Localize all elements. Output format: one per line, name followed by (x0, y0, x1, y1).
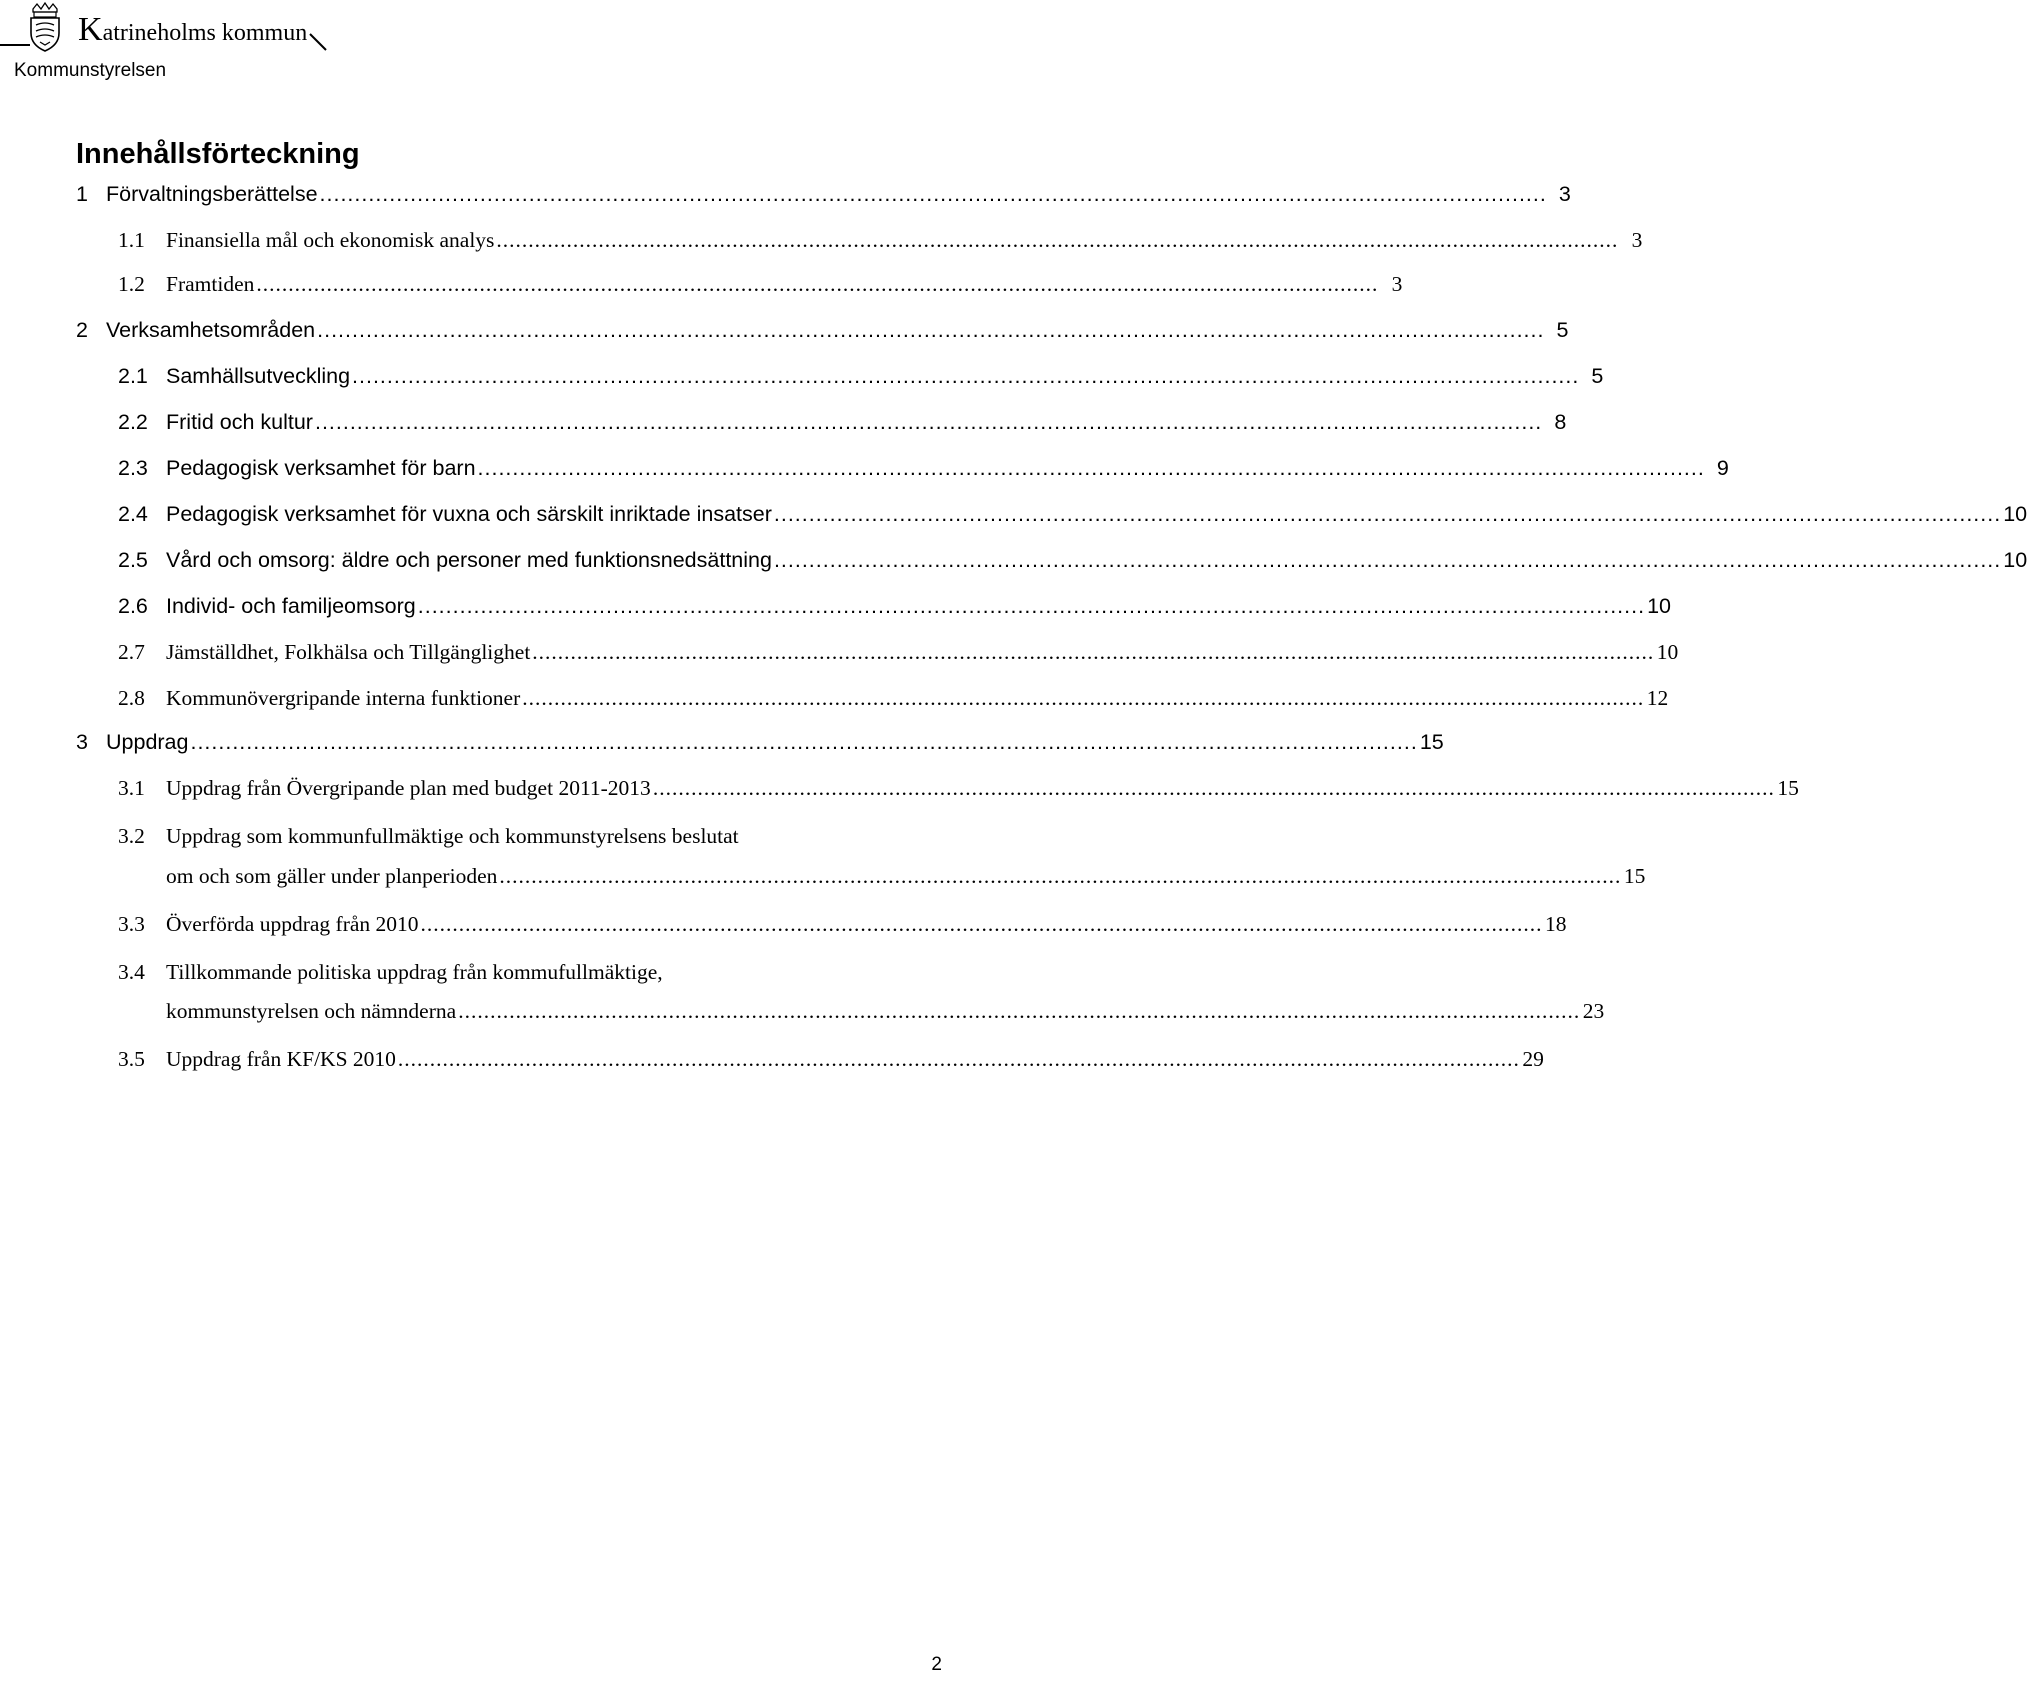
toc-entry-page: 10 (2003, 548, 2027, 572)
toc-entry-number: 2.5 (118, 548, 148, 572)
toc-entry-title: Kommunövergripande interna funktioner (166, 686, 521, 710)
toc-entry-page: 15 (1623, 864, 1646, 888)
toc-entry-3-1[interactable] (0, 774, 1799, 802)
toc-entry-number: 3.3 (118, 912, 145, 936)
toc-entry-title: Finansiella mål och ekonomisk analys (166, 228, 495, 252)
toc-entry-title: Verksamhetsområden (106, 318, 316, 342)
toc-entry-number: 2 (76, 318, 88, 342)
toc-entry-3-4-cont[interactable] (0, 997, 1605, 1025)
toc-entry-page: 3 (1631, 228, 1643, 252)
department-name: Kommunstyrelsen (14, 60, 167, 81)
toc-leader-dots: ................................................................................................................................................................................ (352, 364, 1580, 388)
toc-entry-3-4[interactable] (0, 958, 960, 986)
toc-entry-page: 5 (1591, 364, 1604, 388)
toc-entry-2-1[interactable] (0, 362, 1604, 390)
toc-entry-line (166, 270, 1403, 298)
toc-entry-number: 1.1 (118, 228, 145, 252)
toc-entry-3-3[interactable] (0, 910, 1567, 938)
toc-leader-dots: ................................................................................................................................................................................ (420, 912, 1543, 936)
toc-entry-page: 10 (1647, 594, 1671, 618)
toc-leader-dots: ................................................................................................................................................................................ (652, 776, 1775, 800)
header-slash-decoration (308, 30, 330, 52)
toc-entry-line (106, 728, 1444, 756)
toc-entry-number: 2.2 (118, 410, 148, 434)
toc-entry-line (166, 546, 2027, 574)
municipal-crest-icon (28, 1, 62, 53)
toc-entry-line (166, 408, 1567, 436)
toc-entry-title: om och som gäller under planperioden (166, 864, 498, 888)
toc-entry-title: Förvaltningsberättelse (106, 182, 318, 206)
toc-entry-number: 2.7 (118, 640, 145, 664)
toc-entry-line (106, 180, 1571, 208)
toc-entry-2-5[interactable] (0, 546, 2027, 574)
toc-entry-number: 3.2 (118, 824, 145, 848)
toc-entry-title: Samhällsutveckling (166, 364, 351, 388)
toc-entry-page: 3 (1391, 272, 1403, 296)
toc-entry-title: Överförda uppdrag från 2010 (166, 912, 419, 936)
toc-entry-3-5[interactable] (0, 1045, 1544, 1073)
toc-leader-dots: ................................................................................................................................................................................ (458, 999, 1581, 1023)
toc-entry-line (166, 592, 1671, 620)
toc-entry-2-8[interactable] (0, 684, 1669, 712)
toc-entry-number: 2.3 (118, 456, 148, 480)
toc-entry-page: 15 (1777, 776, 1799, 800)
toc-entry-title: Uppdrag från KF/KS 2010 (166, 1047, 396, 1071)
toc-leader-dots: ................................................................................................................................................................................ (522, 686, 1645, 710)
toc-title: Innehållsförteckning (76, 138, 360, 170)
toc-entry-line (166, 1045, 1544, 1073)
toc-leader-dots: ................................................................................................................................................................................ (190, 730, 1418, 754)
toc-entry-page: 12 (1646, 686, 1669, 710)
toc-entry-1-2[interactable] (0, 270, 1403, 298)
toc-entry-line (166, 910, 1567, 938)
toc-entry-title-line1: Uppdrag som kommunfullmäktige och kommunstyrelsens beslutat (166, 824, 739, 848)
toc-entry-2-6[interactable] (0, 592, 1671, 620)
toc-leader-dots: ................................................................................................................................................................................ (417, 594, 1646, 618)
header-rule-left (0, 44, 30, 46)
toc-entry-title: Pedagogisk verksamhet för barn (166, 456, 476, 480)
toc-entry-title: Uppdrag från Övergripande plan med budget 2011-2013 (166, 776, 651, 800)
toc-entry-title: Fritid och kultur (166, 410, 313, 434)
toc-entry-3-2[interactable] (0, 822, 960, 850)
toc-leader-dots: ................................................................................................................................................................................ (319, 182, 1547, 206)
toc-entry-title: Vård och omsorg: äldre och personer med funktionsnedsättning (166, 548, 772, 572)
toc-leader-dots: ................................................................................................................................................................................ (773, 502, 2002, 526)
toc-leader-dots: ................................................................................................................................................................................ (314, 410, 1543, 434)
toc-entry-2-3[interactable] (0, 454, 1729, 482)
toc-entry-number: 2.4 (118, 502, 148, 526)
toc-entry-page: 18 (1545, 912, 1567, 936)
toc-leader-dots: ................................................................................................................................................................................ (397, 1047, 1520, 1071)
toc-leader-dots: ................................................................................................................................................................................ (477, 456, 1705, 480)
toc-entry-title: Uppdrag (106, 730, 189, 754)
toc-entry-title: kommunstyrelsen och nämnderna (166, 999, 457, 1023)
toc-entry-line (166, 997, 1605, 1025)
toc-entry-line (166, 638, 1679, 666)
toc-entry-page: 9 (1716, 456, 1729, 480)
toc-entry-number: 2.6 (118, 594, 148, 618)
toc-entry-line (166, 862, 1646, 890)
toc-entry-line (166, 684, 1669, 712)
toc-entry-line (166, 226, 1643, 254)
toc-entry-2-4[interactable] (0, 500, 2027, 528)
page-number: 2 (931, 1654, 942, 1675)
toc-entry-title: Individ- och familjeomsorg (166, 594, 416, 618)
toc-entry-line (166, 454, 1729, 482)
toc-entry-title-line1: Tillkommande politiska uppdrag från kommufullmäktige, (166, 960, 663, 984)
toc-entry-title: Framtiden (166, 272, 255, 296)
toc-entry-page: 15 (1419, 730, 1444, 754)
toc-entry-page: 29 (1522, 1047, 1544, 1071)
toc-entry-3-2-cont[interactable] (0, 862, 1646, 890)
toc-entry-line (166, 774, 1799, 802)
toc-entry-line (166, 500, 2027, 528)
toc-entry-page: 23 (1582, 999, 1605, 1023)
toc-leader-dots: ................................................................................................................................................................................ (532, 640, 1655, 664)
toc-entry-number: 1.2 (118, 272, 145, 296)
toc-entry-number: 3.4 (118, 960, 145, 984)
toc-entry-line (166, 362, 1604, 390)
toc-leader-dots: ................................................................................................................................................................................ (317, 318, 1545, 342)
toc-entry-page: 3 (1558, 182, 1571, 206)
toc-leader-dots: ................................................................................................................................................................................ (256, 272, 1379, 296)
toc-entry-number: 3.5 (118, 1047, 145, 1071)
toc-entry-page: 8 (1554, 410, 1567, 434)
toc-entry-title: Jämställdhet, Folkhälsa och Tillgänglighet (166, 640, 531, 664)
toc-entry-1-1[interactable] (0, 226, 1643, 254)
toc-entry-line (106, 316, 1569, 344)
toc-entry-title: Pedagogisk verksamhet för vuxna och särskilt inriktade insatser (166, 502, 772, 526)
toc-leader-dots: ................................................................................................................................................................................ (499, 864, 1622, 888)
toc-entry-number: 1 (76, 182, 88, 206)
toc-entry-page: 10 (1656, 640, 1679, 664)
toc-entry-number: 3 (76, 730, 88, 754)
toc-entry-page: 5 (1556, 318, 1569, 342)
toc-entry-page: 10 (2003, 502, 2027, 526)
toc-entry-3[interactable] (0, 728, 1444, 756)
toc-entry-1[interactable] (0, 180, 1571, 208)
toc-entry-2[interactable] (0, 316, 1569, 344)
toc-entry-number: 2.8 (118, 686, 145, 710)
toc-entry-number: 2.1 (118, 364, 148, 388)
toc-leader-dots: ................................................................................................................................................................................ (773, 548, 2002, 572)
organization-name: Katrineholms kommun (78, 11, 308, 48)
toc-entry-number: 3.1 (118, 776, 145, 800)
toc-entry-2-2[interactable] (0, 408, 1567, 436)
toc-entry-2-7[interactable] (0, 638, 1679, 666)
toc-leader-dots: ................................................................................................................................................................................ (496, 228, 1619, 252)
